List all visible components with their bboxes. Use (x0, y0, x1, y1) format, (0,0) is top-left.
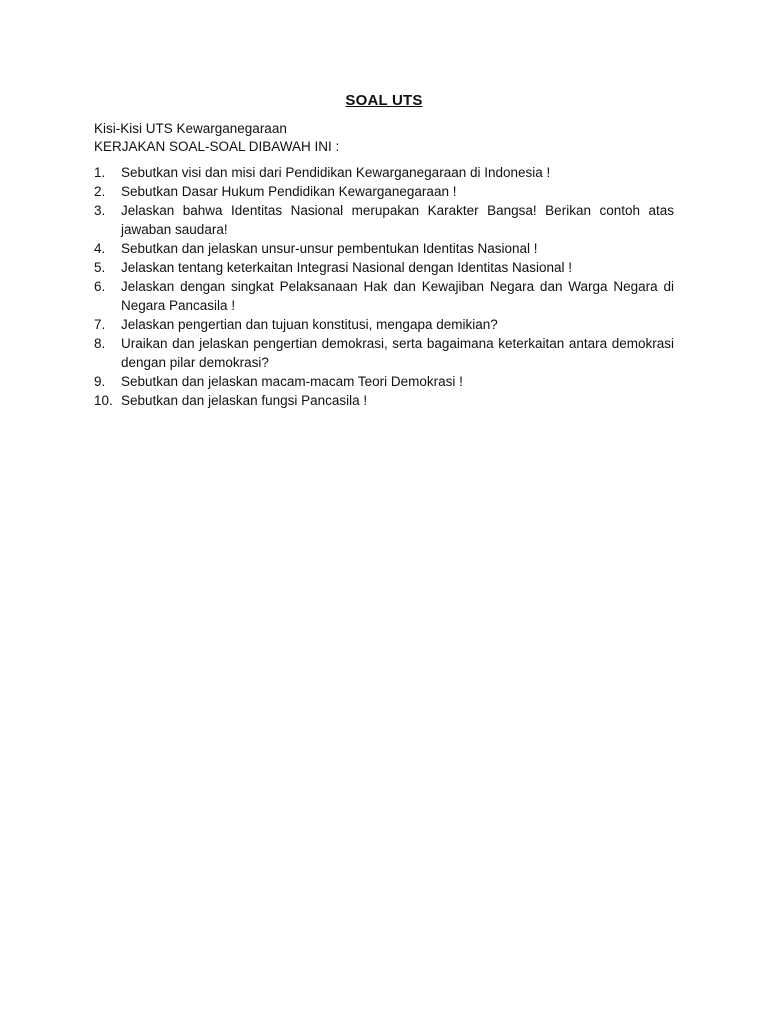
question-text: Sebutkan Dasar Hukum Pendidikan Kewarganegaraan ! (121, 184, 457, 199)
question-item (94, 258, 674, 277)
page-title: SOAL UTS (345, 92, 423, 109)
question-item (94, 277, 674, 315)
question-number: 3. (94, 203, 106, 218)
question-number: 4. (94, 241, 106, 256)
question-text: Sebutkan dan jelaskan unsur-unsur pembentukan Identitas Nasional ! (121, 241, 538, 256)
question-item (94, 201, 674, 239)
question-number: 10. (94, 393, 113, 408)
question-number: 9. (94, 374, 106, 389)
subtitle-course: Kisi-Kisi UTS Kewarganegaraan (94, 121, 287, 136)
question-number: 1. (94, 165, 106, 180)
question-list (94, 163, 674, 410)
question-item (94, 182, 674, 201)
question-text: Jelaskan bahwa Identitas Nasional merupakan Karakter Bangsa! Berikan contoh atas jawaban saudara! (121, 203, 674, 237)
question-number: 2. (94, 184, 106, 199)
question-item (94, 334, 674, 372)
question-text: Jelaskan tentang keterkaitan Integrasi Nasional dengan Identitas Nasional ! (121, 260, 573, 275)
question-number: 6. (94, 279, 106, 294)
question-number: 7. (94, 317, 106, 332)
question-text: Sebutkan dan jelaskan fungsi Pancasila ! (121, 393, 368, 408)
question-item (94, 372, 674, 391)
question-text: Jelaskan dengan singkat Pelaksanaan Hak dan Kewajiban Negara dan Warga Negara di Negara Pancasila ! (121, 279, 674, 313)
question-item (94, 239, 674, 258)
question-text: Sebutkan visi dan misi dari Pendidikan Kewarganegaraan di Indonesia ! (121, 165, 551, 180)
question-item (94, 391, 674, 410)
question-number: 8. (94, 336, 106, 351)
question-text: Uraikan dan jelaskan pengertian demokrasi, serta bagaimana keterkaitan antara demokrasi dengan pilar demokrasi? (121, 336, 674, 370)
question-text: Jelaskan pengertian dan tujuan konstitusi, mengapa demikian? (121, 317, 498, 332)
question-text: Sebutkan dan jelaskan macam-macam Teori Demokrasi ! (121, 374, 463, 389)
question-number: 5. (94, 260, 106, 275)
question-item (94, 315, 674, 334)
question-item (94, 163, 674, 182)
subtitle-instruction: KERJAKAN SOAL-SOAL DIBAWAH INI : (94, 139, 340, 154)
